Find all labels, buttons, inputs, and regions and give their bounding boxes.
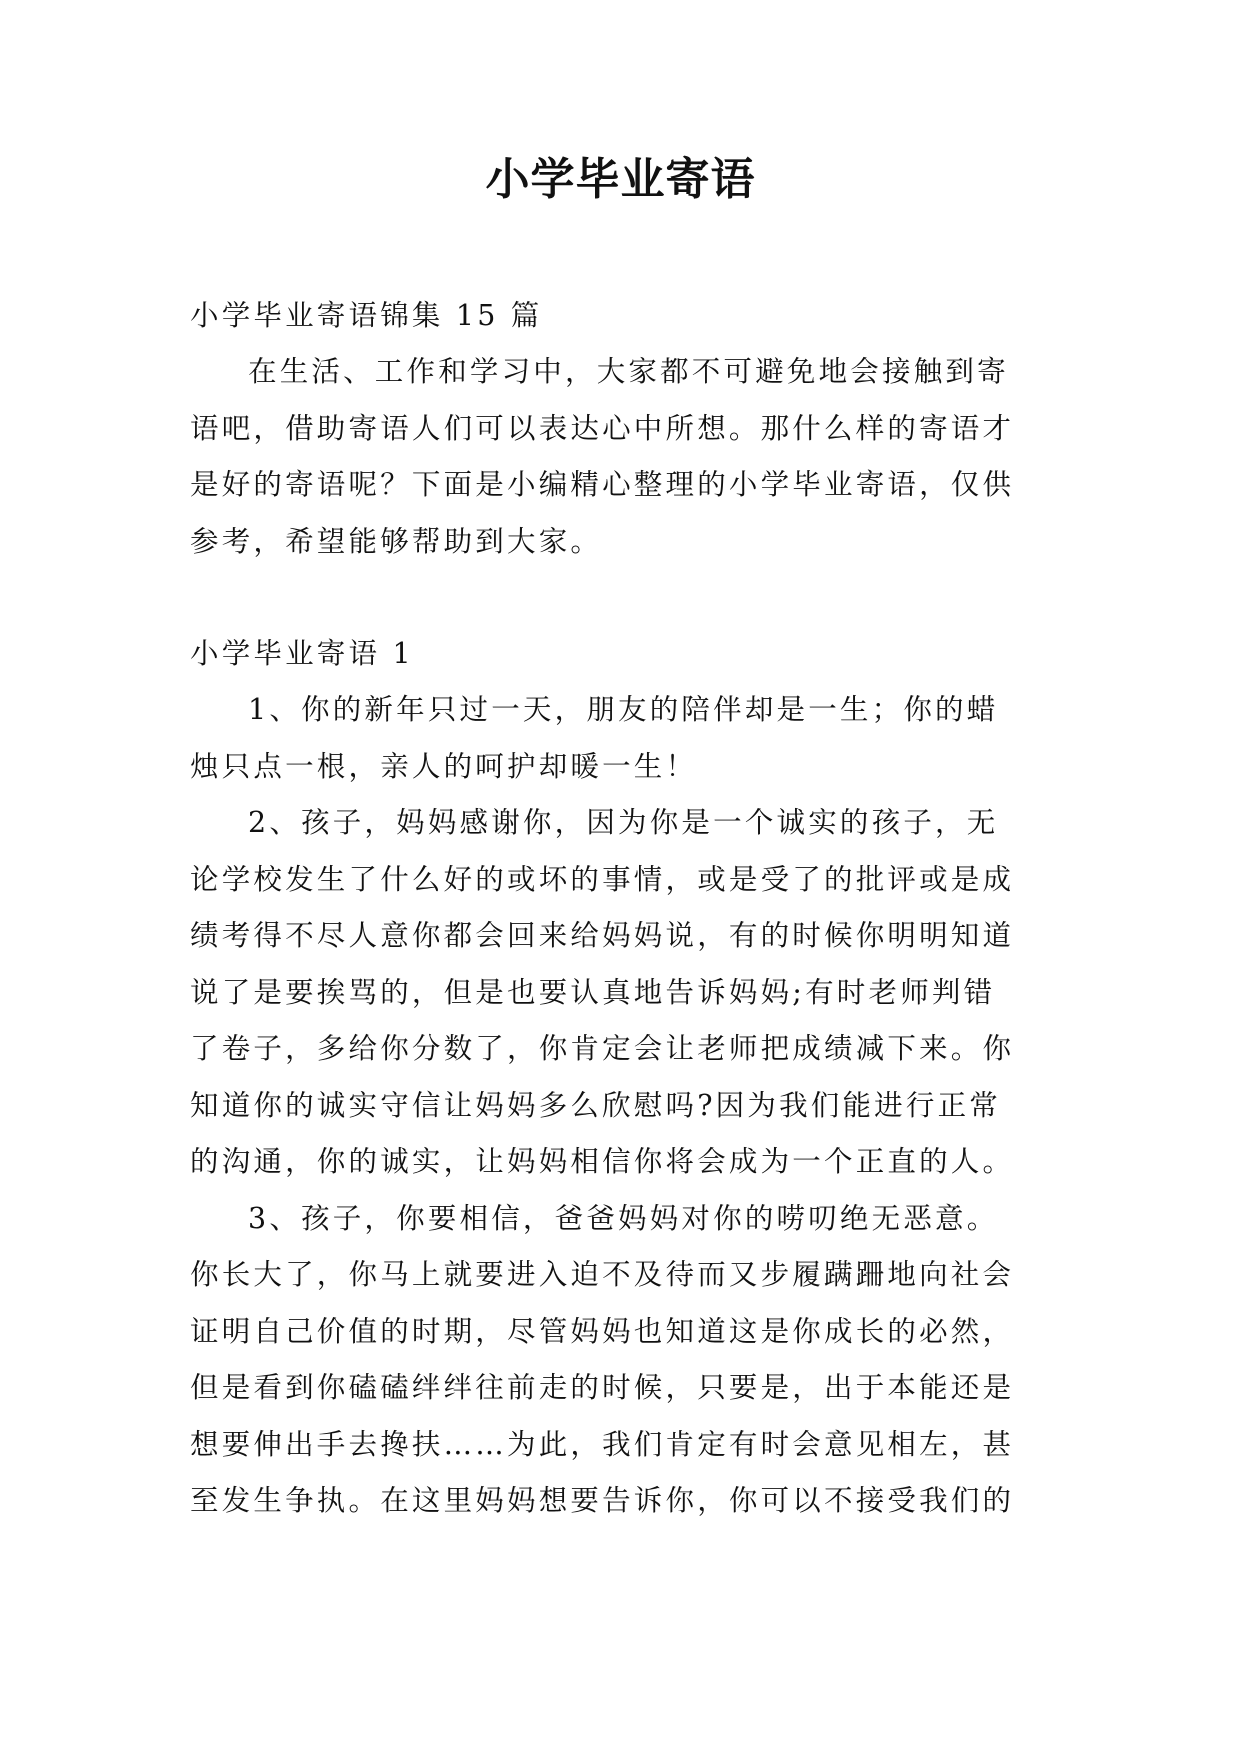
item-2-line-3: 绩考得不尽人意你都会回来给妈妈说，有的时候你明明知道: [190, 919, 1015, 952]
collection-heading: 小学毕业寄语锦集 15 篇: [190, 299, 543, 332]
item-3-line-4: 但是看到你磕磕绊绊往前走的时候，只要是，出于本能还是: [190, 1371, 1015, 1404]
item-2-line-6: 知道你的诚实守信让妈妈多么欣慰吗?因为我们能进行正常: [190, 1089, 1001, 1122]
document-title: 小学毕业寄语: [485, 154, 756, 205]
item-2-line-4: 说了是要挨骂的，但是也要认真地告诉妈妈;有时老师判错: [190, 976, 996, 1009]
item-3-line-6: 至发生争执。在这里妈妈想要告诉你，你可以不接受我们的: [190, 1484, 1015, 1517]
item-3-line-5: 想要伸出手去搀扶……为此，我们肯定有时会意见相左，甚: [190, 1428, 1015, 1461]
intro-line-1: 在生活、工作和学习中，大家都不可避免地会接触到寄: [248, 355, 1009, 388]
item-1-line-2: 烛只点一根，亲人的呵护却暖一生！: [190, 750, 698, 783]
intro-line-3: 是好的寄语呢？下面是小编精心整理的小学毕业寄语，仅供: [190, 468, 1015, 501]
item-3-line-2: 你长大了，你马上就要进入迫不及待而又步履蹒跚地向社会: [190, 1258, 1015, 1291]
item-1-line-1: 1、你的新年只过一天，朋友的陪伴却是一生；你的蜡: [248, 693, 999, 726]
section-heading-1: 小学毕业寄语 1: [190, 637, 414, 670]
item-2-line-2: 论学校发生了什么好的或坏的事情，或是受了的批评或是成: [190, 863, 1015, 896]
intro-line-4: 参考，希望能够帮助到大家。: [190, 525, 603, 558]
item-3-line-1: 3、孩子，你要相信，爸爸妈妈对你的唠叨绝无恶意。: [248, 1202, 999, 1235]
item-3-line-3: 证明自己价值的时期，尽管妈妈也知道这是你成长的必然，: [190, 1315, 1015, 1348]
item-2-line-7: 的沟通，你的诚实，让妈妈相信你将会成为一个正直的人。: [190, 1145, 1015, 1178]
item-2-line-1: 2、孩子，妈妈感谢你，因为你是一个诚实的孩子，无: [248, 806, 999, 839]
intro-line-2: 语吧，借助寄语人们可以表达心中所想。那什么样的寄语才: [190, 412, 1015, 445]
item-2-line-5: 了卷子，多给你分数了，你肯定会让老师把成绩减下来。你: [190, 1032, 1015, 1065]
